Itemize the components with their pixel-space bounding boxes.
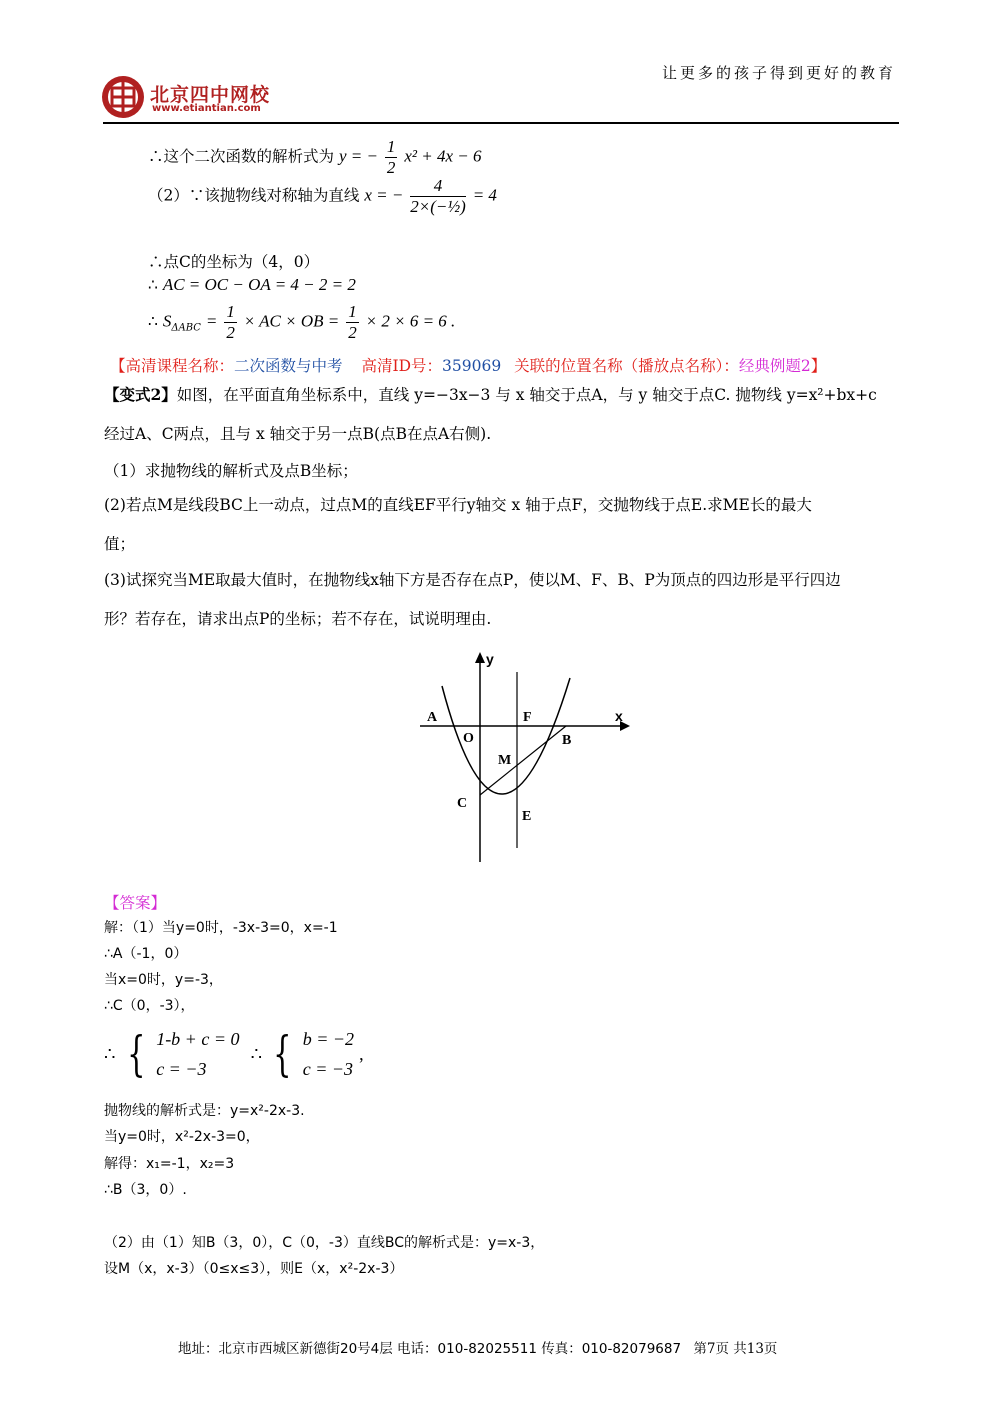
label-o: O (463, 731, 474, 746)
school-logo-icon (100, 74, 146, 120)
header-slogan: 让更多的孩子得到更好的教育 (661, 64, 896, 82)
course-info: 【高清课程名称：二次函数与中考 高清ID号：359069 关联的位置名称（播放点名称）：经典例题2】 (110, 357, 827, 375)
label-f: F (523, 710, 532, 725)
problem-question-3: (3)试探究当ME取最大值时，在抛物线x轴下方是否存在点P，使以M、F、B、P为顶点的四边形是平行四边 (104, 571, 841, 589)
logo-name: 北京四中网校 (150, 84, 271, 106)
answer-line-2: ∴A（-1，0） (104, 946, 188, 962)
label-a: A (427, 710, 438, 725)
header-rule (103, 122, 899, 124)
footer-address: 地址：北京市西城区新德街20号4层 电话：010-82025511 传真：010-82079687 (178, 1341, 682, 1357)
label-m: M (498, 753, 512, 768)
answer-line-5: 抛物线的解析式是：y=x²-2x-3. (104, 1103, 305, 1119)
equation-system: ∴ { 1-b + c = 0 c = −3 ∴ { b = −2 c = −3 , (104, 1026, 364, 1082)
label-x: x (615, 708, 623, 724)
label-b: B (562, 733, 572, 748)
problem-question-2-cont: 值； (104, 535, 136, 553)
solution-line-1: ∴这个二次函数的解析式为 y = − $\frac{1}{2}$ x² + 4x − 6 (148, 137, 482, 177)
problem-question-3-cont: 形？若存在，请求出点P的坐标；若不存在，试说明理由. (104, 610, 492, 628)
answer-line-8: ∴B（3，0）. (104, 1182, 187, 1198)
answer-tag: 【答案】 (104, 894, 167, 912)
answer-line-1: 解：（1）当y=0时，-3x-3=0，x=-1 (104, 920, 338, 936)
solution-line-4: ∴ AC = OC − OA = 4 − 2 = 2 (148, 275, 356, 294)
parabola-curve (442, 678, 570, 794)
answer-line-6: 当y=0时，x²-2x-3=0， (104, 1129, 260, 1145)
problem-question-2: (2)若点M是线段BC上一动点，过点M的直线EF平行y轴交 x 轴于点F，交抛物线于点E.求ME长的最大 (104, 496, 812, 514)
problem-question-1: （1）求抛物线的解析式及点B坐标； (104, 462, 358, 480)
label-e: E (522, 809, 532, 824)
answer-line-7: 解得：x₁=-1，x₂=3 (104, 1156, 235, 1172)
label-y: y (486, 651, 494, 667)
solution-line-2: （2）∵该抛物线对称轴为直线 x = − $\frac{4}{\text{2×(−½)}}$ = 4 (148, 176, 497, 216)
logo-url: www.etiantian.com (152, 103, 261, 114)
label-c: C (457, 796, 468, 811)
footer-page: 第7页 共13页 (693, 1341, 778, 1357)
segment-bc (480, 726, 566, 795)
parabola-figure (420, 650, 635, 865)
footer (178, 1337, 777, 1357)
problem-line-1: 【变式2】如图，在平面直角坐标系中，直线 y=−3x−3 与 x 轴交于点A，与 y 轴交于点C. 抛物线 y=x²+bx+c (104, 385, 877, 404)
answer-line-9: （2）由（1）知B（3，0），C（0，-3）直线BC的解析式是：y=x-3， (104, 1235, 545, 1251)
answer-line-4: ∴C（0，-3）， (104, 998, 195, 1014)
solution-line-3: ∴点C的坐标为（4，0） (148, 253, 320, 271)
problem-line-2: 经过A、C两点，且与 x 轴交于另一点B(点B在点A右侧). (104, 425, 492, 443)
solution-line-5: ∴ $S_{\Delta ABC}$ = $\frac{1}{2}$ × AC × OB = $\frac{1}{2}$ × 2 × 6 = 6 . (148, 302, 456, 342)
answer-line-10: 设M（x，x-3）（0≤x≤3），则E（x，x²-2x-3） (104, 1261, 404, 1277)
answer-line-3: 当x=0时，y=-3， (104, 972, 223, 988)
y-axis-arrow-icon (475, 652, 485, 663)
